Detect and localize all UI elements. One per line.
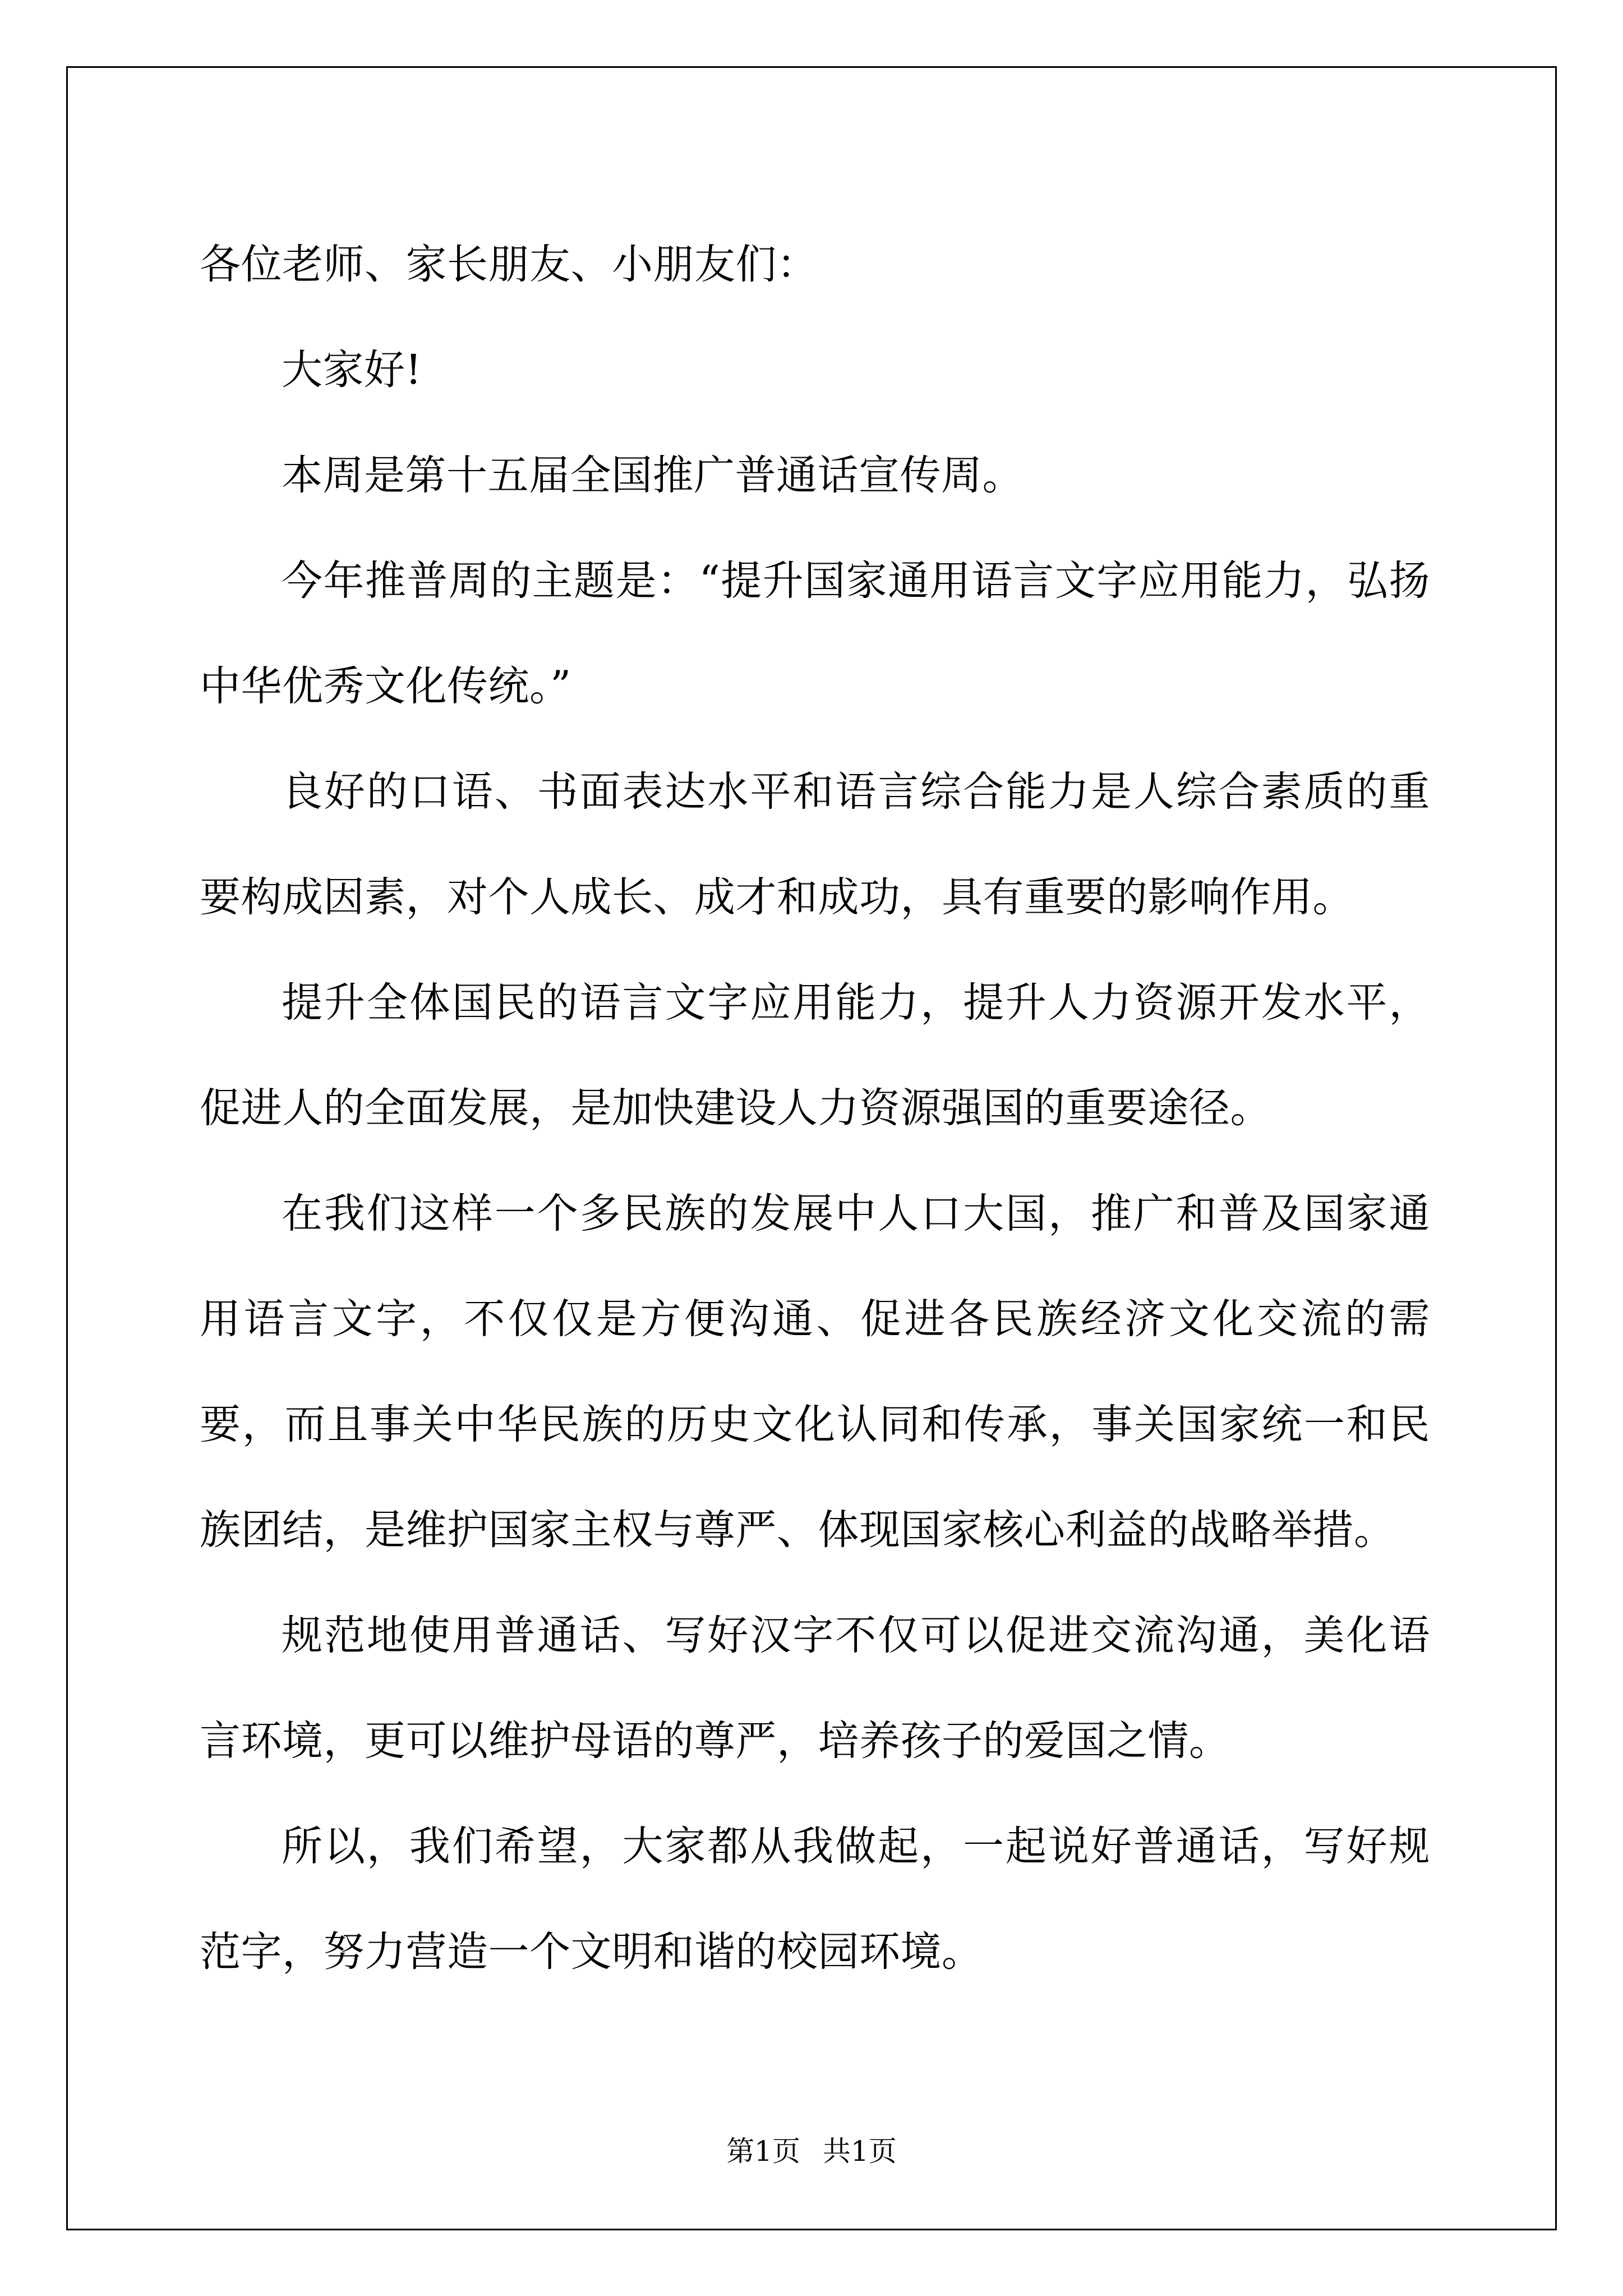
paragraph-call-to-action: 所以，我们希望，大家都从我做起，一起说好普通话，写好规范字，努力营造一个文明和谐的校园环境。 xyxy=(200,1823,1430,1976)
paragraph-week-intro: 本周是第十五届全国推广普通话宣传周。 xyxy=(282,452,1023,499)
paragraph-standard-usage: 规范地使用普通话、写好汉字不仅可以促进交流沟通，美化语言环境，更可以维护母语的尊严，培养孩子的爱国之情。 xyxy=(200,1612,1430,1765)
page-footer xyxy=(0,2134,1623,2168)
paragraph-greeting-hello: 大家好! xyxy=(282,346,422,394)
paragraph-national-ability: 提升全体国民的语言文字应用能力，提升人力资源开发水平，促进人的全面发展，是加快建设人力资源强国的重要途径。 xyxy=(200,979,1430,1132)
paragraph-multiethnic: 在我们这样一个多民族的发展中人口大国，推广和普及国家通用语言文字，不仅仅是方便沟通、促进各民族经济文化交流的需要，而且事关中华民族的历史文化认同和传承，事关国家统一和民族团结，是维护国家主权与尊严、体现国家核心利益的战略举措。 xyxy=(200,1190,1430,1554)
page-number-total: 共1页 xyxy=(823,2135,897,2168)
document-body xyxy=(200,212,1430,2005)
greeting: 各位老师、家长朋友、小朋友们： xyxy=(200,241,818,288)
paragraph-theme: 今年推普周的主题是：“提升国家通用语言文字应用能力，弘扬中华优秀文化传统。” xyxy=(200,557,1430,710)
paragraph-language-ability: 良好的口语、书面表达水平和语言综合能力是人综合素质的重要构成因素，对个人成长、成才和成功，具有重要的影响作用。 xyxy=(200,768,1430,921)
page-number-current: 第1页 xyxy=(726,2135,800,2168)
